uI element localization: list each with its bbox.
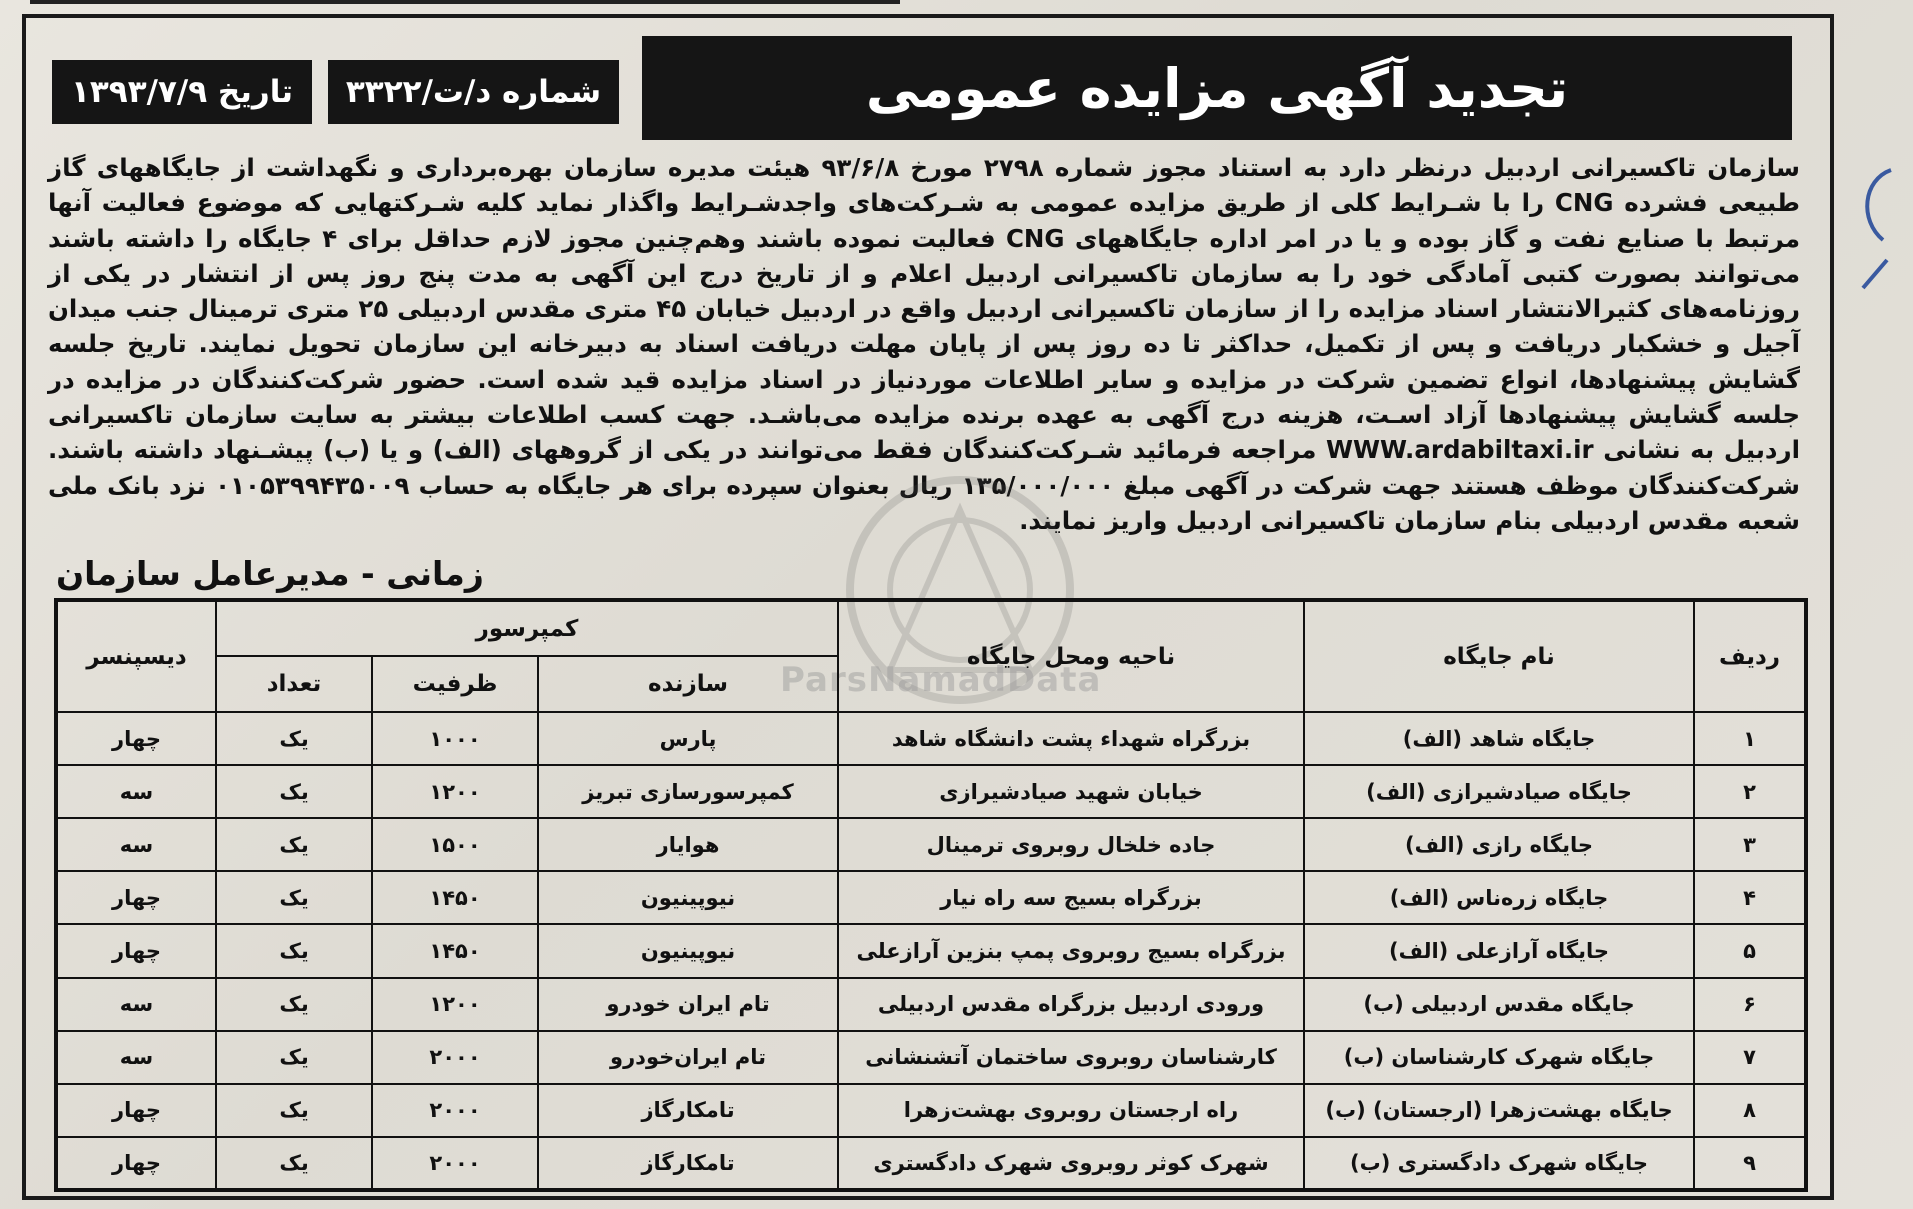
cell-station-name: جایگاه شهرک کارشناسان (ب) <box>1304 1031 1694 1084</box>
header-dispenser: دیسپنسر <box>56 600 216 712</box>
cell-row-no: ۸ <box>1694 1084 1806 1137</box>
cell-location: خیابان شهید صیادشیرازی <box>838 765 1304 818</box>
cell-count: یک <box>216 1031 372 1084</box>
cell-dispenser: چهار <box>56 924 216 977</box>
cell-row-no: ۱ <box>1694 712 1806 765</box>
table-row <box>56 818 1806 871</box>
cell-count: یک <box>216 818 372 871</box>
header-capacity: ظرفیت <box>372 656 538 712</box>
cell-count: یک <box>216 765 372 818</box>
cell-capacity: ۱۲۰۰ <box>372 978 538 1031</box>
cell-count: یک <box>216 871 372 924</box>
cell-dispenser: چهار <box>56 1084 216 1137</box>
cell-station-name: جایگاه شهرک دادگستری (ب) <box>1304 1137 1694 1190</box>
cell-station-name: جایگاه آرازعلی (الف) <box>1304 924 1694 977</box>
cell-maker: تام ایران خودرو <box>538 978 838 1031</box>
table-row <box>56 765 1806 818</box>
notice-body: سازمان تاکسیرانی اردبیل درنظر دارد به استناد مجوز شماره ۲۷۹۸ مورخ ۹۳/۶/۸ هیئت مدیره سازمان بهره‌برداری و نگهداشت از جایگاههای گاز طبیعی فشرده CNG را با شـرایط کلی از طریق مزایده عمومی به شـرکت‌های واجدشـرایط واگذار نماید کلیه شـرکتهایی که موضوع فعالیت آنها مرتبط با صنایع نفت و گاز بوده و یا در امر اداره جایگاههای CNG فعالیت نموده باشند وهم‌چنین مجوز لازم حداقل برای ۴ جایگاه را داشته باشند می‌توانند بصورت کتبی آمادگی خود را به سازمان تاکسیرانی اردبیل اعلام و از تاریخ درج این آگهی به مدت پنج روز پس از انتشار در یکی از روزنامه‌های کثیرالانتشار اسناد مزایده را از سازمان تاکسیرانی اردبیل واقع در اردبیل خیابان ۴۵ متری مقدس اردبیلی ۲۵ متری ترمینال جنب میدان آجیل و خشکبار دریافت و پس از تکمیل، حداکثر تا ده روز پس از پایان مهلت دریافت اسناد به دبیرخانه این سازمان تحویل نمایند. تاریخ جلسه گشایش پیشنهادها، انواع تضمین شرکت در مزایده و سایر اطلاعات موردنیاز در اسناد مزایده قید شده است. حضور شرکت‌کنندگان در مزایده در جلسه گشایش پیشنهادها آزاد اسـت، هزینه درج آگهی به عهده برنده مزایده می‌باشـد. جهت کسب اطلاعات بیشتر به سایت سازمان تاکسیرانی اردبیل به نشانی WWW.ardabiltaxi.ir مراجعه فرمائید شـرکت‌کنندگان فقط می‌توانند در یکی از گروههای (الف) و یا (ب) پیشـنهاد داشته باشند. شرکت‌کنندگان موظف هستند جهت شرکت در آگهی مبلغ ۱۳۵/۰۰۰/۰۰۰ ریال بعنوان سپرده برای هر جایگاه به حساب ۰۱۰۵۳۹۹۴۳۵۰۰۹ نزد بانک ملی شعبه مقدس اردبیلی بنام سازمان تاکسیرانی اردبیل واریز نمایند. <box>48 153 1801 535</box>
cell-dispenser: سه <box>56 765 216 818</box>
stations-table <box>54 598 1808 1192</box>
cell-location: بزرگراه بسیج سه راه نیار <box>838 871 1304 924</box>
cell-row-no: ۵ <box>1694 924 1806 977</box>
cell-capacity: ۱۲۰۰ <box>372 765 538 818</box>
header-station-name: نام جایگاه <box>1304 600 1694 712</box>
table-row <box>56 871 1806 924</box>
cell-capacity: ۲۰۰۰ <box>372 1084 538 1137</box>
cell-maker: نیوپینیون <box>538 871 838 924</box>
cell-count: یک <box>216 924 372 977</box>
cell-capacity: ۲۰۰۰ <box>372 1031 538 1084</box>
cell-maker: پارس <box>538 712 838 765</box>
cell-location: ورودی اردبیل بزرگراه مقدس اردبیلی <box>838 978 1304 1031</box>
cell-station-name: جایگاه بهشت‌زهرا (ارجستان) (ب) <box>1304 1084 1694 1137</box>
cell-dispenser: چهار <box>56 1137 216 1190</box>
cell-maker: کمپرسورسازی تبریز <box>538 765 838 818</box>
cell-count: یک <box>216 1137 372 1190</box>
cell-row-no: ۶ <box>1694 978 1806 1031</box>
header-compressor: کمپرسور <box>216 600 838 656</box>
cell-row-no: ۲ <box>1694 765 1806 818</box>
header-location: ناحیه ومحل جایگاه <box>838 600 1304 712</box>
cell-count: یک <box>216 978 372 1031</box>
cell-maker: تامکارگاز <box>538 1084 838 1137</box>
cell-location: راه ارجستان روبروی بهشت‌زهرا <box>838 1084 1304 1137</box>
cell-capacity: ۲۰۰۰ <box>372 1137 538 1190</box>
cell-row-no: ۳ <box>1694 818 1806 871</box>
table-row <box>56 924 1806 977</box>
cell-capacity: ۱۴۵۰ <box>372 871 538 924</box>
table-row <box>56 1084 1806 1137</box>
cell-row-no: ۷ <box>1694 1031 1806 1084</box>
cell-location: بزرگراه شهداء پشت دانشگاه شاهد <box>838 712 1304 765</box>
cell-station-name: جایگاه صیادشیرازی (الف) <box>1304 765 1694 818</box>
cell-maker: تام ایران‌خودرو <box>538 1031 838 1084</box>
top-rule <box>30 0 900 4</box>
cell-location: جاده خلخال روبروی ترمینال <box>838 818 1304 871</box>
cell-dispenser: چهار <box>56 712 216 765</box>
cell-maker: نیوپینیون <box>538 924 838 977</box>
cell-maker: تامکارگاز <box>538 1137 838 1190</box>
cell-station-name: جایگاه مقدس اردبیلی (ب) <box>1304 978 1694 1031</box>
table-row <box>56 1137 1806 1190</box>
notice-title: تجدید آگهی مزایده عمومی <box>642 36 1792 140</box>
margin-pen-mark <box>1853 160 1893 290</box>
cell-capacity: ۱۰۰۰ <box>372 712 538 765</box>
signature: زمانی - مدیرعامل سازمان <box>56 554 484 593</box>
table-row <box>56 978 1806 1031</box>
cell-dispenser: سه <box>56 978 216 1031</box>
notice-number: شماره د/ت/۳۳۲۲ <box>328 60 619 124</box>
cell-capacity: ۱۴۵۰ <box>372 924 538 977</box>
cell-location: کارشناسان روبروی ساختمان آتشنشانی <box>838 1031 1304 1084</box>
header-row-no: ردیف <box>1694 600 1806 712</box>
cell-location: بزرگراه بسیج روبروی پمپ بنزین آرازعلی <box>838 924 1304 977</box>
cell-count: یک <box>216 1084 372 1137</box>
cell-dispenser: چهار <box>56 871 216 924</box>
cell-maker: هوایار <box>538 818 838 871</box>
table-header-row <box>56 600 1806 656</box>
cell-station-name: جایگاه زره‌ناس (الف) <box>1304 871 1694 924</box>
table-row <box>56 712 1806 765</box>
cell-row-no: ۴ <box>1694 871 1806 924</box>
cell-dispenser: سه <box>56 818 216 871</box>
table-row <box>56 1031 1806 1084</box>
cell-row-no: ۹ <box>1694 1137 1806 1190</box>
notice-date: تاریخ ۱۳۹۳/۷/۹ <box>52 60 312 124</box>
header-maker: سازنده <box>538 656 838 712</box>
header-count: تعداد <box>216 656 372 712</box>
cell-station-name: جایگاه شاهد (الف) <box>1304 712 1694 765</box>
cell-dispenser: سه <box>56 1031 216 1084</box>
watermark-text: ParsNamadData <box>780 660 1102 700</box>
cell-capacity: ۱۵۰۰ <box>372 818 538 871</box>
cell-location: شهرک کوثر روبروی شهرک دادگستری <box>838 1137 1304 1190</box>
cell-count: یک <box>216 712 372 765</box>
cell-station-name: جایگاه رازی (الف) <box>1304 818 1694 871</box>
